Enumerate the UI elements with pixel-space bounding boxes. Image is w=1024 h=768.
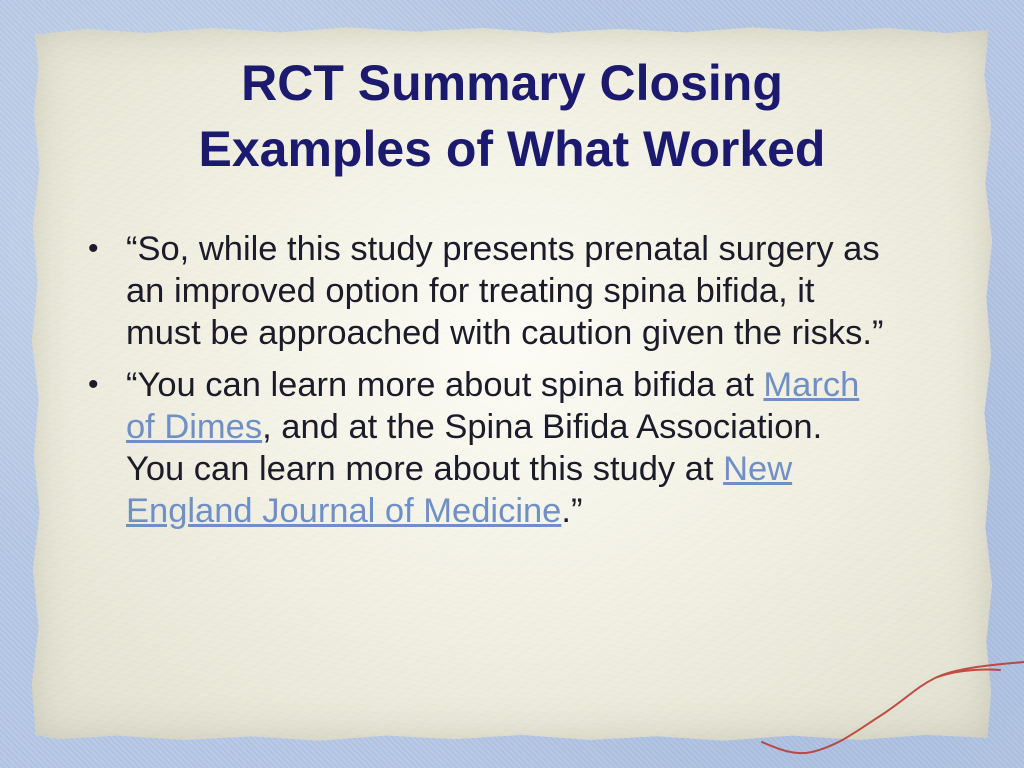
nejm-link[interactable]: New England Journal of Medicine — [126, 450, 793, 530]
bullet-marker: • — [88, 368, 99, 401]
slide-title-line-2: Examples of What Worked — [198, 121, 826, 177]
slide-title-line-1: RCT Summary Closing — [241, 55, 783, 111]
bullet-text-part-3: .” — [561, 492, 583, 530]
bullet-item-1 — [88, 228, 888, 354]
bullet-marker: • — [88, 232, 99, 265]
bullet-list — [88, 228, 888, 542]
bullet-text-part-2: , and at the Spina Bifida Association. You can learn more about this study at — [126, 408, 823, 488]
march-of-dimes-link[interactable]: March of Dimes — [126, 366, 860, 446]
bullet-text: “So, while this study presents prenatal surgery as an improved option for treating spina bifida, it must be approached with caution given the risks.” — [126, 230, 884, 352]
slide-title — [0, 50, 1024, 182]
bullet-text-part-1: “You can learn more about spina bifida at — [126, 366, 764, 404]
bullet-item-2 — [88, 364, 888, 532]
